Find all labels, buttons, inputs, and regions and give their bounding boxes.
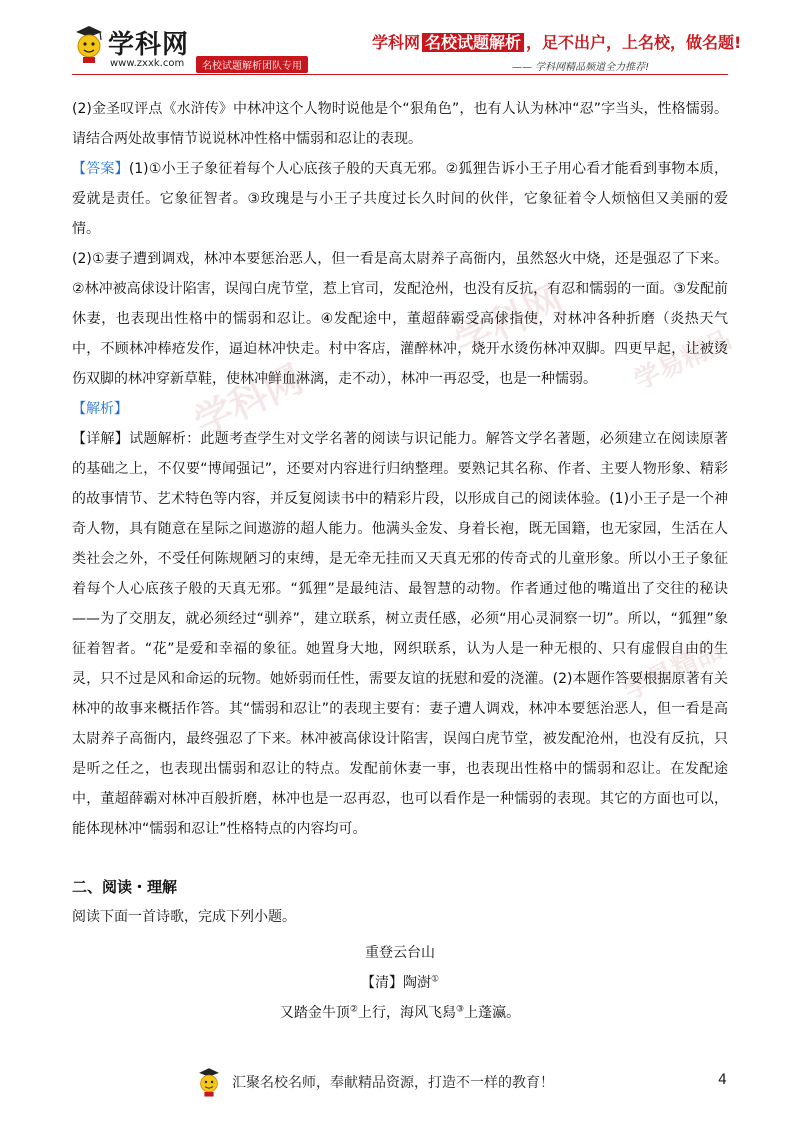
poem-author: 【清】陶澍①: [360, 974, 440, 991]
poem-title: 重登云台山: [365, 945, 435, 961]
page-footer: [0, 1060, 800, 1110]
page-number: 4: [718, 1072, 727, 1088]
detail-tag: 【详解】: [72, 431, 130, 447]
analysis-tag-line: [72, 394, 728, 424]
logo-url: www.zxxk.com: [110, 58, 185, 69]
mascot-logo-icon: [72, 24, 106, 64]
answer-tag: 【答案】: [72, 161, 129, 177]
analysis-tag: 【解析】: [72, 401, 128, 417]
header-divider: [72, 74, 728, 75]
mascot-footer-icon: [196, 1066, 222, 1098]
instruction-text: 阅读下面一首诗歌，完成下列小题。: [72, 909, 296, 925]
watermark: 学科网: [187, 356, 310, 445]
footer-slogan: 汇聚名校名师，奉献精品资源，打造不一样的教育！: [232, 1075, 554, 1091]
page-header: [0, 0, 800, 90]
question-text: (2)金圣叹评点《水浒传》中林冲这个人物时说他是个“狠角色”，也有人认为林冲“忍”字当头，性格懦弱。请结合两处故事情节说说林冲性格中懦弱和忍让的表现。: [72, 101, 728, 147]
watermark: 学易精品: [619, 635, 727, 707]
detail-paragraph: 【详解】试题解析：此题考查学生对文学名著的阅读与识记能力。解答文学名著题，必须建立在阅读原著的基础之上，不仅要“博闻强记”，还要对内容进行归纳整理。要熟记其名称、作者、主要人物形象、精彩的故事情节、艺术特色等内容，并反复阅读书中的精彩片段，以形成自己的阅读体验。(1)小王子是一个神奇人物，具有随意在星际之间遨游的超人能力。他满头金发、身着长袍，既无国籍，也无家园，生活在人类社会之外，不受任何陈规陋习的束缚，是无牵无挂而又天真无邪的传奇式的儿童形象。所以小王子象征着每个人心底孩子般的天真无邪。“狐狸”是最纯洁、最智慧的动物。作者通过他的嘴道出了交往的秘诀——为了交朋友，就必须经过“驯养”，建立联系，树立责任感，必须“用心灵洞察一切”。所以，“狐狸”象征着智者。“花”是爱和幸福的象征。她置身大地，网织联系，认为人是一种无根的、只有虚假自由的生灵，只不过是风和命运的玩物。她娇弱而任性，需要友谊的抚慰和爱的浇灌。(2)本题作答要根据原著有关林冲的故事来概括作答。其“懦弱和忍让”的表现主要有：妻子遭人调戏，林冲本要惩治恶人，但一看是高太尉养子高衙内，最终强忍了下来。林冲被高俅设计陷害，误闯白虎节堂，被发配沧州，也没有反抗，只是听之任之，也表现出懦弱和忍让的特点。发配前休妻一事，也表现出性格中的懦弱和忍让。在发配途中，董超薛霸对林冲百般折磨，林冲也是一忍再忍，也可以看作是一种懦弱的表现。其它的方面也可以，能体现林冲“懦弱和忍让”性格特点的内容均可。: [72, 431, 729, 837]
poem-line: 又踏金牛顶②上行，海风飞舄③上蓬瀛。: [279, 1004, 521, 1021]
team-badge: 名校试题解析团队专用: [196, 56, 308, 73]
answer-paragraph-1: 【答案】(1)①小王子象征着每个人心底孩子般的天真无邪。②狐狸告诉小王子用心看才能看到事物本质，爱就是责任。它象征智者。③玫瑰是与小王子共度过长久时间的伙伴，它象征着令人烦恼但又美丽的爱情。: [72, 161, 728, 237]
document-body: [72, 94, 728, 1028]
header-slogan: 学科网 名校试题解析 ，足不出户，上名校，做名题!: [372, 33, 742, 52]
section-title: 二、阅读・理解: [72, 878, 178, 896]
slogan-highlight: 名校试题解析: [422, 33, 524, 52]
answer-paragraph-2: (2)①妻子遭到调戏，林冲本要惩治恶人，但一看是高太尉养子高衙内，虽然怒火中烧，还是强忍了下来。②林冲被高俅设计陷害，误闯白虎节堂，惹上官司，发配沧州，也没有反抗，有忍和懦弱的一面。③发配前休妻，也表现出性格中的懦弱和忍让。④发配途中，董超薛霸受高俅指使，对林冲各种折磨（炎热天气中，不顾林冲棒疮发作，逼迫林冲快走。村中客店，灌醉林冲，烧开水烫伤林冲双脚。四更早起，让被烫伤双脚的林冲穿新草鞋，使林冲鲜血淋漓，走不动），林冲一再忍受，也是一种懦弱。: [72, 251, 728, 387]
logo-text: 学科网: [108, 30, 190, 60]
header-slogan-sub: —— 学科网精品频道全力推荐!: [512, 62, 650, 73]
watermark: 学科网: [447, 276, 570, 365]
watermark: 学易精品: [629, 325, 737, 397]
